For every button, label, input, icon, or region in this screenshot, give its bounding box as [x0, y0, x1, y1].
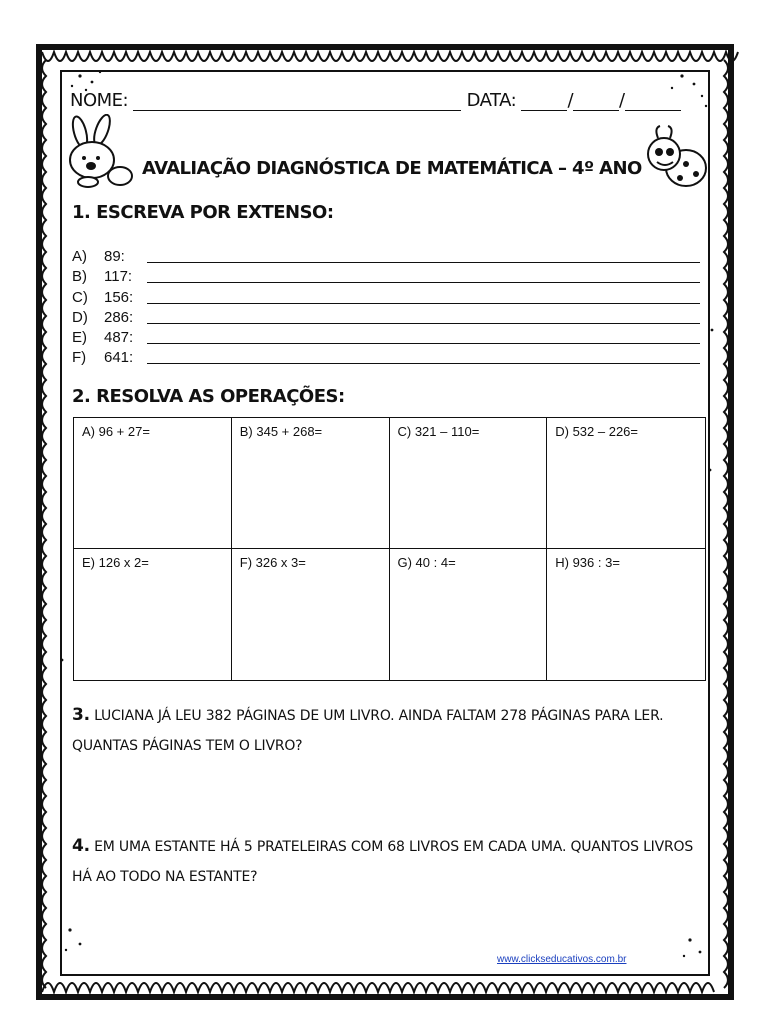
question-4	[72, 831, 712, 892]
list-item: F) 641:	[72, 349, 134, 366]
question-3-number: 3.	[72, 705, 90, 725]
question-2-title: 2. RESOLVA AS OPERAÇÕES:	[72, 386, 345, 407]
date-label: DATA:	[466, 90, 517, 111]
ladybug-icon	[640, 124, 710, 194]
operation-cell-h[interactable]: H) 936 : 3=	[555, 555, 620, 570]
date-separator: /	[619, 90, 625, 111]
list-item: B) 117:	[72, 268, 133, 285]
date-year-field[interactable]	[625, 92, 681, 111]
answer-line-e[interactable]	[147, 343, 700, 344]
name-field[interactable]	[133, 92, 461, 111]
footer-link[interactable]: www.clickseducativos.com.br	[497, 954, 627, 965]
answer-line-c[interactable]	[147, 303, 700, 304]
bunny-icon	[62, 114, 136, 190]
date-month-field[interactable]	[573, 92, 619, 111]
name-date-line	[70, 90, 681, 111]
answer-line-f[interactable]	[147, 363, 700, 364]
name-label: NOME:	[70, 90, 129, 111]
operation-cell-b[interactable]: B) 345 + 268=	[232, 418, 390, 549]
operations-grid	[73, 417, 706, 681]
question-3-text: LUCIANA JÁ LEU 382 PÁGINAS DE UM LIVRO. AINDA FALTAM 278 PÁGINAS PARA LER. QUANTAS PÁGINAS TEM O LIVRO?	[72, 708, 664, 754]
answer-line-b[interactable]	[147, 282, 700, 283]
list-item: A) 89:	[72, 248, 125, 265]
operation-cell-a[interactable]: A) 96 + 27=	[74, 418, 232, 549]
question-1-title: 1. ESCREVA POR EXTENSO:	[72, 202, 334, 223]
list-item: D) 286:	[72, 309, 134, 326]
date-day-field[interactable]	[521, 92, 567, 111]
operation-cell-e[interactable]: E) 126 x 2=	[74, 549, 232, 680]
answer-line-d[interactable]	[147, 323, 700, 324]
page-title: AVALIAÇÃO DIAGNÓSTICA DE MATEMÁTICA – 4º ANO	[142, 158, 642, 179]
question-3	[72, 700, 712, 761]
operation-cell-f[interactable]: F) 326 x 3=	[232, 549, 390, 680]
operation-cell-d[interactable]: D) 532 – 226=	[547, 418, 705, 549]
list-item: E) 487:	[72, 329, 134, 346]
question-4-text: EM UMA ESTANTE HÁ 5 PRATELEIRAS COM 68 LIVROS EM CADA UMA. QUANTOS LIVROS HÁ AO TODO NA ESTANTE?	[72, 839, 694, 885]
list-item: C) 156:	[72, 289, 134, 306]
answer-line-a[interactable]	[147, 262, 700, 263]
question-4-number: 4.	[72, 836, 90, 856]
operation-cell-c[interactable]: C) 321 – 110=	[390, 418, 548, 549]
date-separator: /	[567, 90, 574, 111]
operation-cell-g[interactable]: G) 40 : 4=	[390, 549, 548, 680]
